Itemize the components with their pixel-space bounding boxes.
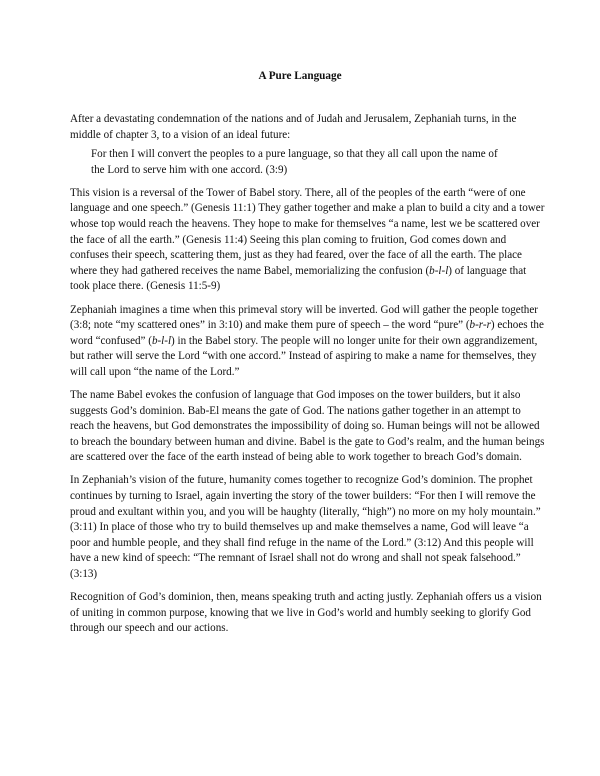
document-body [70,112,545,644]
hebrew-root-bll: b-l-l [429,264,449,277]
paragraph-inversion [70,303,545,381]
paragraph-babel-gate: The name Babel evokes the confusion of language that God imposes on the tower builders, but it also suggests God’s dominion. Bab-El means the gate of God. The nations gather together in an attempt to reach the heavens, but God demonstrates the impossibility of doing so. Human beings will not be allowed to breach the boundary between human and divine. Babel is the gate to God’s realm, and the human beings are scattered over the face of the earth instead of being able to work together to breach God’s domain. [70,389,545,464]
paragraph-text: ) in the Babel story. The people will no longer unite for their own aggrandizement, but rather will serve the Lord “with one accord.” Instead of aspiring to make a name for themselves, they will call upon “the name of the Lord.” [70,334,538,378]
paragraph-text: ) echoes the word “confused” ( [70,319,544,347]
paragraph-text: Zephaniah imagines a time when this primeval story will be inverted. God will gather the people together (3:8; note “my scattered ones” in 3:10) and make them pure of speech – the word “pure” ( [70,303,538,332]
paragraph-conclusion: Recognition of God’s dominion, then, means speaking truth and acting justly. Zephaniah offers us a vision of uniting in common purpose, knowing that we live in God’s world and humbly seeking to glorify God through our speech and our actions. [70,591,542,635]
document-title: A Pure Language [258,70,342,82]
hebrew-root-bll: b-l-l [151,334,172,347]
paragraph-text: ) of language that took place there. (Genesis 11:5-9) [70,264,527,293]
paragraph-text: This vision is a reversal of the Tower of Babel story. There, all of the peoples of the earth “were of one language and one speech.” (Genesis 11:1) They gather together and make a plan to build a city and a tower whose top would reach the heavens. They hope to make for themselves “a name, lest we be scattered over the face of all the earth.” (Genesis 11:4) Seeing this plan coming to fruition, God comes down and confuses their speech, scattering them, just as they had feared, over the face of all the earth. The place where they had gathered receives the name Babel, memorializing the confusion ( [70,186,545,277]
paragraph-intro: After a devastating condemnation of the nations and of Judah and Jerusalem, Zephaniah turns, in the middle of chapter 3, to a vision of an ideal future: [70,113,517,141]
hebrew-root-brr: b-r-r [469,319,491,332]
block-quote-zephaniah-3-9: For then I will convert the peoples to a pure language, so that they all call upon the name of the Lord to serve him with one accord. (3:9) [91,148,498,176]
paragraph-zephaniah-vision: In Zephaniah’s vision of the future, humanity comes together to recognize God’s dominion. The prophet continues by turning to Israel, again inverting the story of the tower builders: “For then I will remove the proud and exultant within you, and you will be haughty (literally, “high”) no more on my holy mountain.” (3:11) In place of those who try to build themselves up and make themselves a name, God will leave “a poor and humble people, and they shall find refuge in the name of the Lord.” (3:12) And this people will have a new kind of speech: “The remnant of Israel shall not do wrong and shall not speak falsehood.” (3:13) [70,474,541,581]
paragraph-tower-of-babel [70,186,545,295]
